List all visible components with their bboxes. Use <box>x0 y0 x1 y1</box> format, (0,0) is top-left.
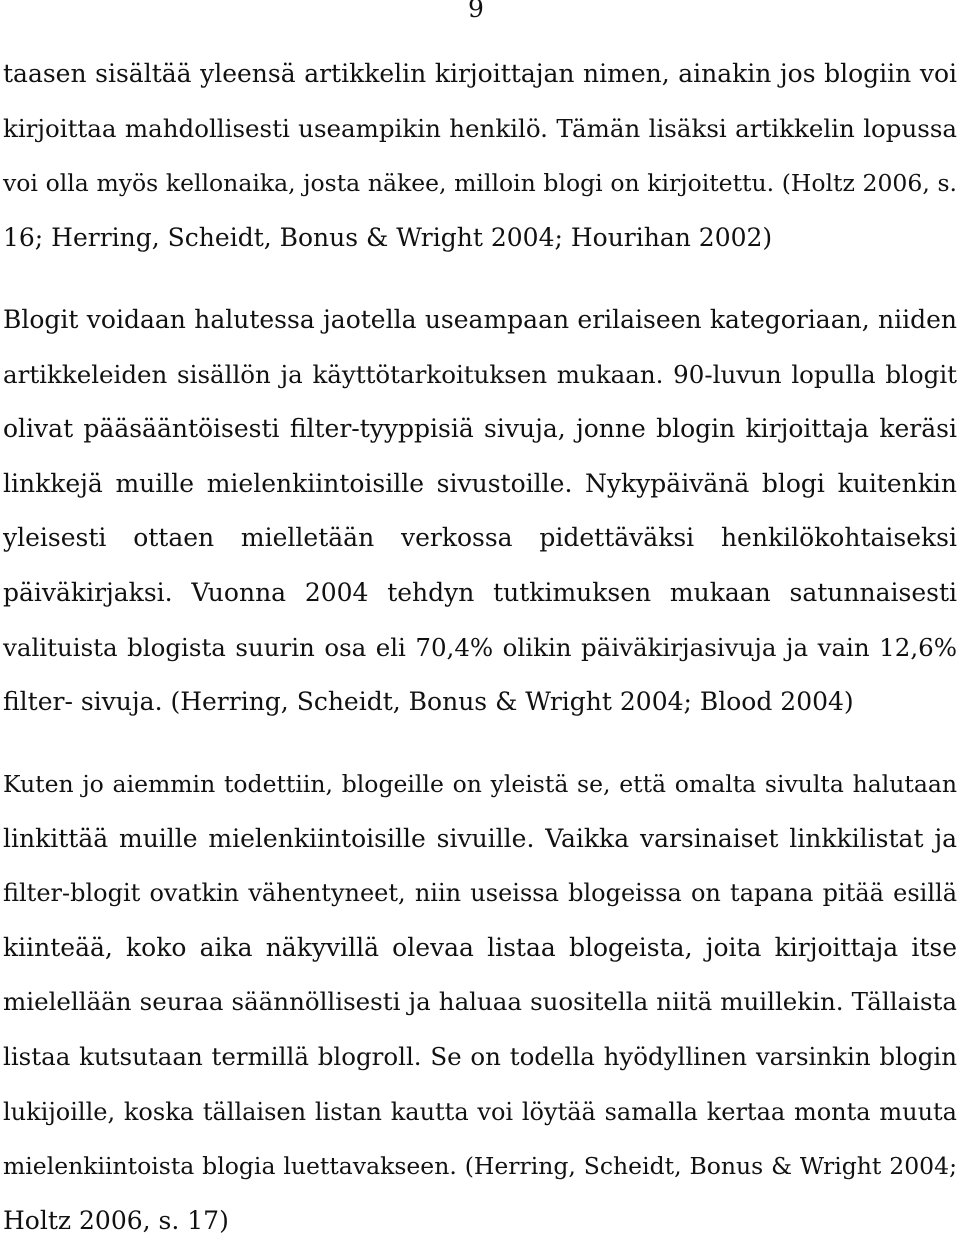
text-line: artikkeleiden sisällön ja käyttötarkoituksen mukaan. 90-luvun lopulla blogit <box>3 359 957 389</box>
text-line: Kuten jo aiemmin todettiin, blogeille on yleistä se, että omalta sivulta halutaan <box>3 770 957 798</box>
text-line: Blogit voidaan halutessa jaotella useampaan erilaiseen kategoriaan, niiden <box>3 305 957 334</box>
text-line: valituista blogista suurin osa eli 70,4% olikin päiväkirjasivuja ja vain 12,6% <box>3 632 957 662</box>
paragraph-1 <box>3 47 957 265</box>
text-line: olivat pääsääntöisesti filter-tyyppisiä sivuja, jonne blogin kirjoittaja keräsi <box>3 414 957 444</box>
text-line: 16; Herring, Scheidt, Bonus & Wright 2004; Hourihan 2002) <box>3 222 773 252</box>
text-line: Holtz 2006, s. 17) <box>3 1205 229 1235</box>
paragraph-2 <box>3 293 957 730</box>
text-line: filter-blogit ovatkin vähentyneet, niin useissa blogeissa on tapana pitää esillä <box>3 879 957 908</box>
paragraph-3 <box>3 757 957 1248</box>
text-line: taasen sisältää yleensä artikkelin kirjoittajan nimen, ainakin jos blogiin voi <box>3 59 957 88</box>
text-line: mielenkiintoista blogia luettavakseen. (Herring, Scheidt, Bonus & Wright 2004; <box>3 1152 957 1181</box>
text-line: filter- sivuja. (Herring, Scheidt, Bonus & Wright 2004; Blood 2004) <box>3 687 854 717</box>
text-line: päiväkirjaksi. Vuonna 2004 tehdyn tutkimuksen mukaan satunnaisesti <box>3 577 957 607</box>
text-line: kirjoittaa mahdollisesti useampikin henkilö. Tämän lisäksi artikkelin lopussa <box>3 113 957 143</box>
text-line: kiinteää, koko aika näkyvillä olevaa listaa blogeista, joita kirjoittaja itse <box>3 932 957 962</box>
text-line: yleisesti ottaen mielletään verkossa pidettäväksi henkilökohtaiseksi <box>3 523 957 553</box>
text-line: lukijoille, koska tällaisen listan kautta voi löytää samalla kertaa monta muuta <box>3 1097 957 1126</box>
text-line: voi olla myös kellonaika, josta näkee, milloin blogi on kirjoitettu. (Holtz 2006, s. <box>3 169 957 198</box>
page-number: 9 <box>468 0 484 23</box>
text-line: listaa kutsutaan termillä blogroll. Se on todella hyödyllinen varsinkin blogin <box>3 1041 957 1071</box>
text-line: linkittää muille mielenkiintoisille sivuille. Vaikka varsinaiset linkkilistat ja <box>3 823 957 853</box>
text-line: mielellään seuraa säännöllisesti ja haluaa suositella niitä muillekin. Tällaista <box>3 987 957 1017</box>
text-line: linkkejä muille mielenkiintoisille sivustoille. Nykypäivänä blogi kuitenkin <box>3 468 957 498</box>
